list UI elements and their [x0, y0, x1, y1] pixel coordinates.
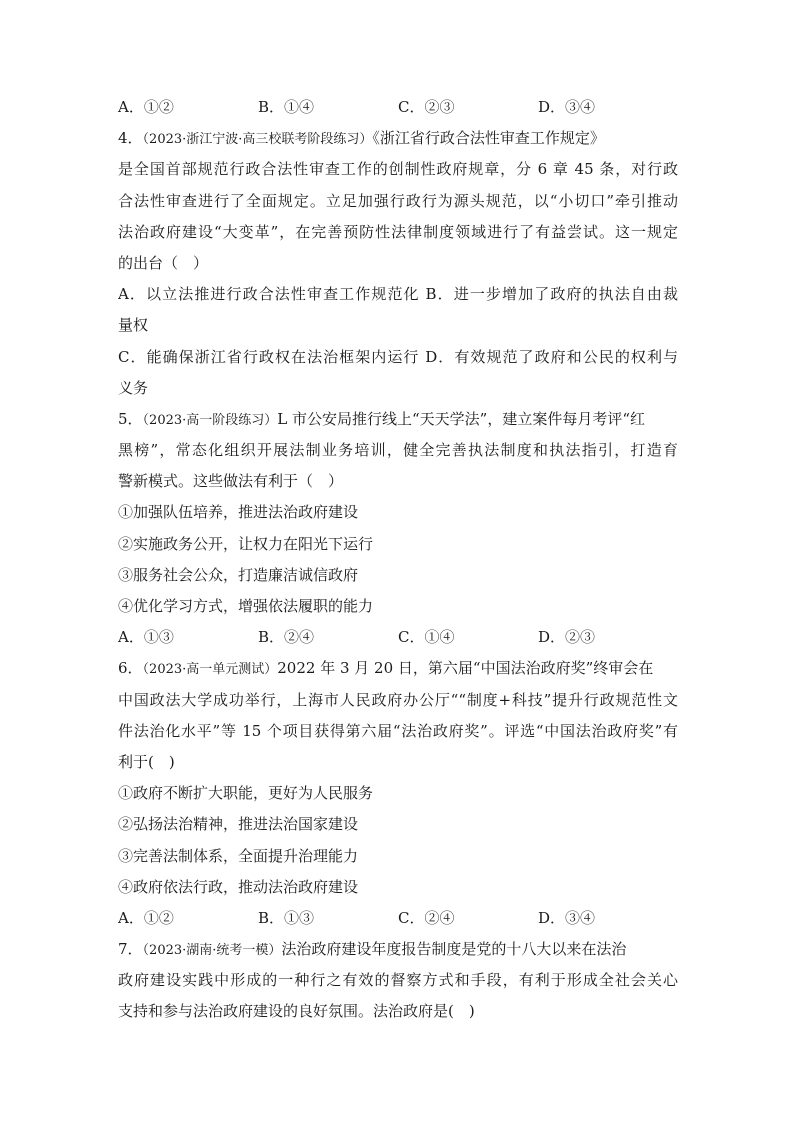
q6-item-4: ④政府依法行政，推动法治政府建设 [118, 877, 359, 896]
q6-stem-text: 2022 年 3 月 20 日，第六届“中国法治政府奖”终审会在 [277, 659, 654, 678]
q5-option-c[interactable]: C．①④ [398, 628, 455, 647]
q5-number: 5． [118, 409, 143, 428]
q4-option-line-3[interactable]: C．能确保浙江省行政权在法治框架内运行 D．有效规范了政府和公民的权利与 [118, 347, 678, 366]
q6-item-3: ③完善法制体系，全面提升治理能力 [118, 846, 359, 865]
q4-option-line-1[interactable]: A．以立法推进行政合法性审查工作规范化 B．进一步增加了政府的执法自由裁 [118, 285, 678, 304]
q5-item-1: ①加强队伍培养，推进法治政府建设 [118, 503, 359, 522]
q6-options [118, 903, 678, 934]
q7-number: 7． [118, 940, 143, 959]
q6-stem-line-2: 中国政法大学成功举行，上海市人民政府办公厅““制度+科技”提升行政规范性文 [118, 690, 678, 709]
q4-option-line-2[interactable]: 量权 [118, 316, 149, 335]
q6-item-1: ①政府不断扩大职能，更好为人民服务 [118, 784, 374, 803]
q3-options [118, 92, 678, 123]
q5-stem-line-3: 警新模式。这些做法有利于（ ） [118, 472, 344, 491]
q6-stem-line-1 [118, 653, 678, 684]
q4-stem-line-1 [118, 123, 678, 154]
q6-option-b[interactable]: B．①③ [258, 908, 315, 927]
q5-stem-line-2: 黑榜”，常态化组织开展法制业务培训，健全完善执法制度和执法指引，打造育 [118, 441, 678, 460]
q3-option-b[interactable]: B．①④ [258, 98, 315, 116]
q7-stem-line-2: 政府建设实践中形成的一种行之有效的督察方式和手段，有利于形成全社会关心 [118, 971, 678, 990]
q6-source: （2023·高一单元测试） [142, 662, 278, 678]
q5-stem-text: L 市公安局推行线上“天天学法”，建立案件每月考评“红 [277, 409, 646, 428]
q4-number: 4． [118, 129, 143, 148]
q4-stem-text: 《浙江省行政合法性审查工作规定》 [372, 129, 605, 148]
q4-source: （2023·浙江宁波·高三校联考阶段练习） [142, 132, 373, 148]
q3-option-a[interactable]: A．①② [118, 98, 174, 116]
q6-number: 6． [118, 659, 143, 678]
q5-option-d[interactable]: D．②③ [538, 628, 596, 647]
q7-stem-line-1 [118, 934, 678, 965]
q5-options [118, 622, 678, 653]
q4-stem-line-3: 合法性审查进行了全面规定。立足加强行政行为源头规范，以“小切口”牵引推动 [118, 191, 678, 210]
q4-stem-line-4: 法治政府建设“大变革”，在完善预防性法律制度领域进行了有益尝试。这一规定 [118, 222, 678, 241]
q5-item-2: ②实施政务公开，让权力在阳光下运行 [118, 534, 374, 553]
q4-stem-line-2: 是全国首部规范行政合法性审查工作的创制性政府规章，分 6 章 45 条，对行政 [118, 160, 678, 179]
q6-stem-line-4: 利于( ) [118, 752, 175, 771]
q7-source: （2023·湖南·统考一模） [142, 943, 282, 959]
q6-option-a[interactable]: A．①② [118, 908, 174, 927]
q3-option-c[interactable]: C．②③ [398, 98, 455, 116]
q5-option-b[interactable]: B．②④ [258, 628, 315, 647]
q6-item-2: ②弘扬法治精神，推进法治国家建设 [118, 815, 359, 834]
q4-option-line-4[interactable]: 义务 [118, 378, 149, 397]
q5-source: （2023·高一阶段练习） [142, 412, 278, 428]
q7-stem-text: 法治政府建设年度报告制度是党的十八大以来在法治 [281, 940, 627, 959]
q5-item-3: ③服务社会公众，打造廉洁诚信政府 [118, 565, 359, 584]
q6-stem-line-3: 件法治化水平”等 15 个项目获得第六届“法治政府奖”。评选“中国法治政府奖”有 [118, 721, 678, 740]
question-content [118, 92, 678, 1028]
q4-stem-line-5: 的出台（ ） [118, 253, 209, 272]
q5-option-a[interactable]: A．①③ [118, 628, 174, 647]
q6-option-c[interactable]: C．②④ [398, 908, 455, 927]
q3-option-d[interactable]: D．③④ [538, 98, 596, 116]
q7-stem-line-3: 支持和参与法治政府建设的良好氛围。法治政府是( ) [118, 1002, 475, 1021]
q5-item-4: ④优化学习方式，增强依法履职的能力 [118, 597, 374, 615]
q5-stem-line-1 [118, 404, 678, 435]
q6-option-d[interactable]: D．③④ [538, 908, 596, 927]
